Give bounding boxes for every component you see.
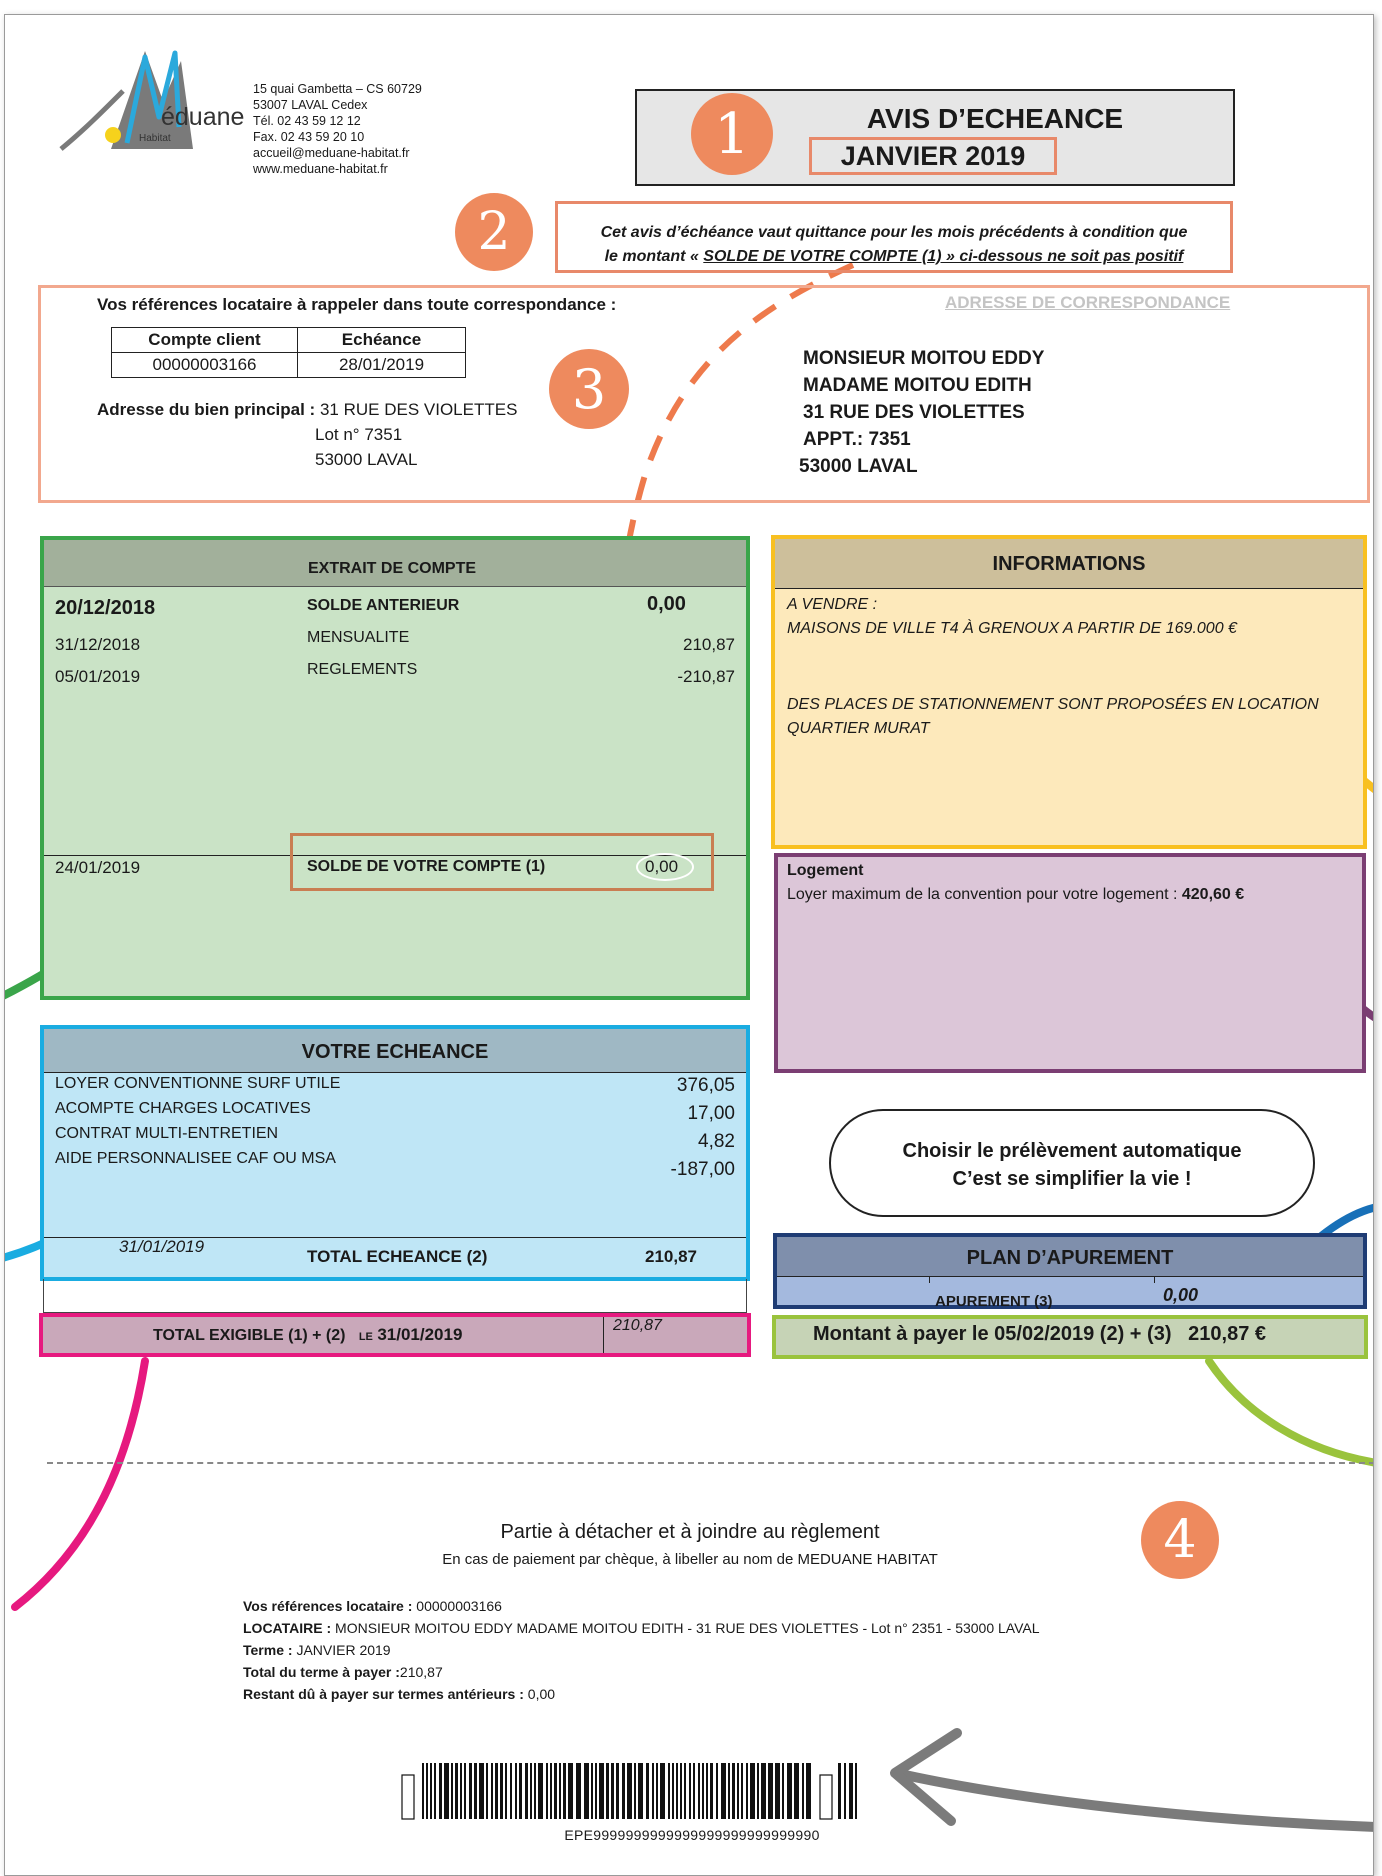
barcode-bar	[479, 1763, 484, 1819]
due-total-amount: 210,87	[645, 1247, 697, 1266]
amount-to-pay-label: Montant à payer le 05/02/2019 (2) + (3)	[813, 1323, 1172, 1345]
barcode-bar	[787, 1763, 792, 1819]
address-line: 53007 LAVAL Cedex	[253, 98, 368, 112]
barcode-bar	[563, 1763, 566, 1819]
barcode-bar	[702, 1763, 704, 1819]
row-label: REGLEMENTS	[307, 661, 418, 678]
notice-underlined: SOLDE DE VOTRE COMPTE (1) » ci-dessous ne soit pas positif	[703, 248, 1184, 265]
detail-label: Restant dû à payer sur termes antérieurs :	[243, 1686, 524, 1702]
total-due-separator	[603, 1317, 604, 1353]
barcode-bar	[844, 1763, 846, 1819]
amount-to-pay	[813, 1323, 1266, 1346]
badge-2: 2	[455, 193, 533, 271]
barcode-bar	[646, 1763, 649, 1819]
information-text	[787, 593, 1319, 741]
badge-4: 4	[1141, 1501, 1219, 1579]
promo-line-1: Choisir le prélèvement automatique	[902, 1140, 1242, 1162]
row-date: 31/12/2018	[55, 635, 141, 654]
badge-3: 3	[549, 349, 629, 429]
detail-label: Vos références locataire :	[243, 1598, 413, 1614]
due-label: AIDE PERSONNALISEE CAF OU MSA	[55, 1150, 336, 1167]
barcode-bar	[434, 1763, 436, 1819]
detail-value: JANVIER 2019	[296, 1642, 391, 1658]
detail-label: Total du terme à payer :	[243, 1664, 400, 1680]
barcode-bar	[820, 1775, 832, 1819]
repayment-header	[777, 1237, 1363, 1277]
housing-label: Loyer maximum de la convention pour votre logement :	[787, 886, 1178, 903]
repayment-title: PLAN D’APUREMENT	[966, 1247, 1174, 1269]
barcode-bar	[794, 1763, 799, 1819]
barcode-bar	[838, 1763, 841, 1819]
barcode-bar	[627, 1763, 632, 1819]
row-label: MENSUALITE	[307, 629, 410, 646]
barcode-bar	[500, 1763, 503, 1819]
barcode-bar	[402, 1775, 414, 1819]
due-label: ACOMPTE CHARGES LOCATIVES	[55, 1100, 311, 1117]
due-amount: 376,05	[676, 1075, 735, 1096]
notice-line-1: Cet avis d’échéance vaut quittance pour les mois précédents à condition que	[600, 224, 1188, 241]
extract-header	[44, 540, 746, 587]
account-table	[111, 327, 466, 378]
due-total-date: 31/01/2019	[119, 1237, 205, 1256]
total-due-le: LE	[358, 1331, 373, 1343]
correspondence-address	[799, 345, 1045, 480]
barcode-bar	[660, 1763, 665, 1819]
detail-value: 00000003166	[416, 1598, 502, 1614]
detail-label: Terme :	[243, 1642, 293, 1658]
barcode	[400, 1761, 860, 1821]
recipient-line: MONSIEUR MOITOU EDDY	[803, 348, 1045, 369]
barcode-bar	[599, 1763, 604, 1819]
references-heading: Vos références locataire à rappeler dans toute correspondance :	[97, 295, 617, 314]
due-label: CONTRAT MULTI-ENTRETIEN	[55, 1125, 279, 1142]
amount-to-pay-value: 210,87 €	[1188, 1323, 1267, 1345]
row-amount: -210,87	[677, 667, 735, 686]
barcode-bar	[538, 1763, 543, 1819]
barcode-bar	[728, 1763, 730, 1819]
logo-word: éduane	[161, 103, 245, 131]
detach-subtitle: En cas de paiement par chèque, à libeller au nom de MEDUANE HABITAT	[442, 1551, 938, 1568]
barcode-bar	[606, 1763, 609, 1819]
account-number: 00000003166	[112, 353, 298, 378]
barcode-bar	[656, 1763, 658, 1819]
notice-line-2	[558, 245, 1230, 269]
barcode-bar	[430, 1763, 432, 1819]
barcode-bar	[757, 1763, 759, 1819]
due-amount: 4,82	[698, 1131, 735, 1152]
balance-amount: 0,00	[645, 857, 679, 876]
barcode-bar	[534, 1763, 536, 1819]
document-page	[4, 14, 1374, 1876]
detach-details	[243, 1595, 1040, 1705]
barcode-bar	[595, 1763, 597, 1819]
barcode-bar	[698, 1763, 700, 1819]
recipient-line: MADAME MOITOU EDITH	[803, 375, 1032, 396]
barcode-text: EPE9999999999999999999999999990	[564, 1827, 820, 1843]
detail-value: 210,87	[399, 1664, 443, 1680]
recipient-line: APPT.: 7351	[803, 429, 911, 450]
badge-1: 1	[691, 93, 773, 175]
barcode-bar	[576, 1763, 581, 1819]
barcode-bar	[451, 1763, 453, 1819]
barcode-bar	[806, 1763, 811, 1819]
barcode-bar	[802, 1763, 804, 1819]
barcode-bar	[684, 1763, 686, 1819]
barcode-bar	[444, 1763, 449, 1819]
detail-line	[243, 1617, 1040, 1639]
barcode-bar	[460, 1763, 462, 1819]
barcode-bar	[530, 1763, 532, 1819]
repayment-amount: 0,00	[1163, 1285, 1199, 1305]
detail-line	[243, 1661, 1040, 1683]
detail-label: LOCATAIRE :	[243, 1620, 332, 1636]
barcode-bar	[584, 1763, 589, 1819]
housing-title: Logement	[787, 862, 864, 879]
barcode-bar	[706, 1763, 708, 1819]
col-due: Echéance	[298, 328, 466, 353]
detail-line	[243, 1683, 1040, 1705]
barcode-bar	[761, 1763, 766, 1819]
row-amount: 0,00	[647, 593, 686, 615]
barcode-bar	[652, 1763, 654, 1819]
org-address	[253, 81, 422, 177]
barcode-bar	[611, 1763, 614, 1819]
barcode-bar	[455, 1763, 458, 1819]
balance-date: 24/01/2019	[55, 858, 141, 877]
row-date: 05/01/2019	[55, 667, 141, 686]
barcode-bar	[474, 1763, 477, 1819]
address-line: 15 quai Gambetta – CS 60729	[253, 82, 422, 96]
property-address	[97, 397, 517, 472]
barcode-bar	[750, 1763, 755, 1819]
page-title: AVIS D’ECHEANCE	[866, 103, 1124, 134]
total-due-amount: 210,87	[613, 1317, 662, 1334]
recipient-line: 53000 LAVAL	[799, 456, 918, 477]
due-date: 28/01/2019	[298, 353, 466, 378]
barcode-bar	[732, 1763, 735, 1819]
info-line: MAISONS DE VILLE T4 À GRENOUX A PARTIR DE 169.000 €	[787, 620, 1237, 637]
total-due-date: 31/01/2019	[377, 1325, 463, 1344]
barcode-bar	[634, 1763, 636, 1819]
property-line: Lot n° 7351	[315, 425, 403, 444]
direct-debit-promo	[829, 1109, 1315, 1217]
barcode-bar	[693, 1763, 695, 1819]
title-month: JANVIER 2019	[809, 137, 1057, 175]
detail-value: MONSIEUR MOITOU EDDY MADAME MOITOU EDITH - 31 RUE DES VIOLETTES - Lot n° 2351 - 53000 LAVAL	[335, 1620, 1040, 1636]
property-line: 31 RUE DES VIOLETTES	[319, 400, 518, 419]
recipient-line: 31 RUE DES VIOLETTES	[803, 402, 1025, 423]
address-line: Fax. 02 43 59 20 10	[253, 130, 365, 144]
barcode-bar	[495, 1763, 498, 1819]
housing-amount: 420,60 €	[1181, 886, 1245, 903]
barcode-bar	[546, 1763, 548, 1819]
barcode-bar	[716, 1763, 718, 1819]
barcode-bar	[510, 1763, 512, 1819]
due-total-label: TOTAL ECHEANCE (2)	[307, 1247, 488, 1266]
notice-text: le montant «	[604, 248, 704, 265]
information-title: INFORMATIONS	[992, 553, 1146, 575]
barcode-bar	[491, 1763, 493, 1819]
barcode-bar	[746, 1763, 748, 1819]
pink-curve	[15, 1361, 145, 1607]
repayment-subline	[929, 1277, 1155, 1283]
barcode-bar	[689, 1763, 691, 1819]
grey-arrow-curve	[905, 1775, 1374, 1827]
barcode-bar	[710, 1763, 713, 1819]
balance-label: SOLDE DE VOTRE COMPTE (1)	[307, 858, 546, 875]
info-line: QUARTIER MURAT	[787, 720, 930, 737]
barcode-bar	[486, 1763, 488, 1819]
barcode-bar	[680, 1763, 682, 1819]
barcode-bar	[469, 1763, 472, 1819]
info-line: A VENDRE :	[787, 596, 878, 613]
barcode-bar	[464, 1763, 466, 1819]
barcode-bar	[616, 1763, 619, 1819]
detail-line	[243, 1639, 1040, 1661]
barcode-bar	[782, 1763, 784, 1819]
barcode-bar	[622, 1763, 625, 1819]
property-line: 53000 LAVAL	[315, 450, 418, 469]
barcode-bar	[737, 1763, 739, 1819]
address-email: accueil@meduane-habitat.fr	[253, 146, 410, 160]
due-amount: -187,00	[670, 1159, 735, 1180]
due-label: LOYER CONVENTIONNE SURF UTILE	[55, 1075, 341, 1092]
information-header	[775, 539, 1363, 589]
logo-sub: Habitat	[139, 133, 171, 144]
barcode-bar	[519, 1763, 522, 1819]
barcode-bar	[676, 1763, 678, 1819]
repayment-plan-panel	[773, 1233, 1367, 1309]
extract-title: EXTRAIT DE COMPTE	[308, 560, 477, 577]
barcode-bar	[554, 1763, 557, 1819]
due-amount: 17,00	[687, 1103, 735, 1124]
row-date: 20/12/2018	[55, 597, 156, 619]
correspondence-label: ADRESSE DE CORRESPONDANCE	[945, 293, 1231, 312]
barcode-bar	[439, 1763, 442, 1819]
barcode-bar	[741, 1763, 743, 1819]
info-line: DES PLACES DE STATIONNEMENT SONT PROPOSÉES EN LOCATION	[787, 696, 1319, 713]
detach-title: Partie à détacher et à joindre au règlement	[500, 1521, 880, 1543]
barcode-bar	[721, 1763, 726, 1819]
barcode-bar	[525, 1763, 528, 1819]
promo-line-2: C’est se simplifier la vie !	[952, 1168, 1192, 1190]
due-header	[44, 1029, 746, 1073]
due-title: VOTRE ECHEANCE	[301, 1041, 489, 1063]
detail-value: 0,00	[527, 1686, 556, 1702]
due-footer-space	[43, 1279, 747, 1313]
housing-text	[787, 859, 1244, 907]
total-due-label: TOTAL EXIGIBLE (1) + (2)	[153, 1327, 346, 1344]
col-account: Compte client	[112, 328, 298, 353]
barcode-bar	[849, 1763, 853, 1819]
barcode-bar	[775, 1763, 780, 1819]
barcode-bar	[559, 1763, 561, 1819]
barcode-bar	[426, 1763, 428, 1819]
row-label: SOLDE ANTERIEUR	[307, 597, 460, 614]
total-due-text	[153, 1325, 462, 1345]
lime-curve	[1209, 1361, 1374, 1463]
repayment-label: APUREMENT (3)	[935, 1293, 1053, 1310]
barcode-bar	[568, 1763, 573, 1819]
barcode-bar	[768, 1763, 773, 1819]
barcode-bar	[638, 1763, 643, 1819]
barcode-bar	[855, 1763, 857, 1819]
address-website: www.meduane-habitat.fr	[253, 162, 388, 176]
barcode-bar	[422, 1763, 424, 1819]
barcode-bar	[591, 1763, 593, 1819]
property-label: Adresse du bien principal :	[97, 400, 316, 419]
address-line: Tél. 02 43 59 12 12	[253, 114, 361, 128]
detail-line	[243, 1595, 1040, 1617]
barcode-bar	[505, 1763, 507, 1819]
barcode-bar	[515, 1763, 517, 1819]
barcode-bar	[668, 1763, 670, 1819]
detach-line	[47, 1462, 1374, 1464]
barcode-bar	[550, 1763, 552, 1819]
notice-box	[555, 201, 1233, 273]
row-amount: 210,87	[683, 635, 735, 654]
logo	[53, 31, 245, 161]
barcode-bar	[672, 1763, 674, 1819]
